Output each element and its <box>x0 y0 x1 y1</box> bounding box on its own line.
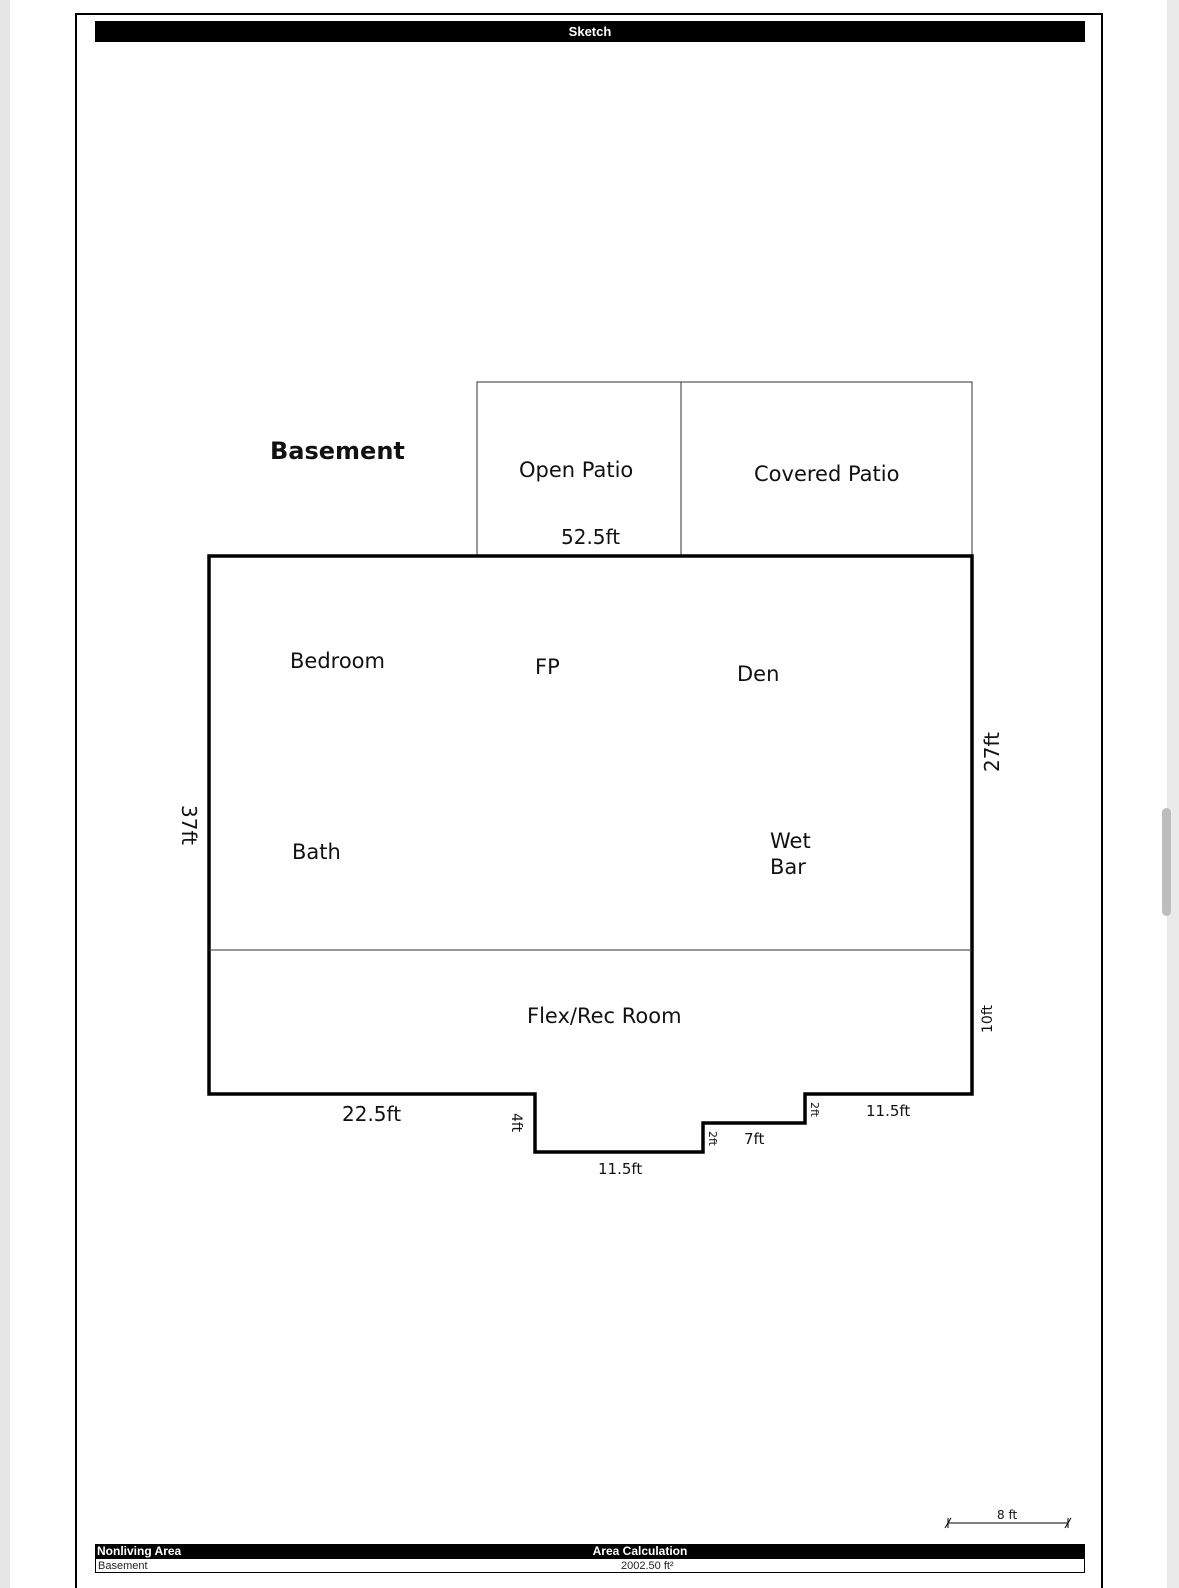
bath-label: Bath <box>292 840 341 864</box>
dim-right-upper: 27ft <box>980 732 1004 772</box>
wet-label: Wet <box>770 829 811 853</box>
dim-top: 52.5ft <box>561 525 621 549</box>
dim-step-up-2: 2ft <box>808 1102 821 1117</box>
dim-bottom-left: 22.5ft <box>342 1102 402 1126</box>
area-row-name: Basement <box>98 1560 148 1572</box>
dim-left: 37ft <box>177 805 201 845</box>
area-row-value: 2002.50 ft² <box>621 1560 674 1572</box>
sketch-header: Sketch <box>95 21 1085 42</box>
bar-label: Bar <box>770 855 806 879</box>
flex-rec-label: Flex/Rec Room <box>527 1004 682 1028</box>
dim-step-mid: 7ft <box>744 1130 765 1148</box>
dim-right-lower: 10ft <box>980 1005 996 1033</box>
den-label: Den <box>737 662 780 686</box>
dim-step-up-1: 2ft <box>706 1131 719 1146</box>
nonliving-area-header: Nonliving Area <box>97 1544 182 1558</box>
bedroom-label: Bedroom <box>290 649 385 673</box>
dim-bottom-right: 11.5ft <box>866 1102 911 1120</box>
open-patio-label: Open Patio <box>519 458 634 482</box>
fp-label: FP <box>535 655 560 679</box>
covered-patio-label: Covered Patio <box>754 462 900 486</box>
scale-label: 8 ft <box>997 1508 1018 1522</box>
area-table-row <box>95 1559 1085 1573</box>
basement-title: Basement <box>270 437 405 465</box>
dim-bottom-center: 11.5ft <box>598 1160 643 1178</box>
area-calculation-header: Area Calculation <box>592 1544 688 1558</box>
footer-header-bar <box>95 1544 1085 1559</box>
dim-step-down: 4ft <box>508 1113 524 1133</box>
